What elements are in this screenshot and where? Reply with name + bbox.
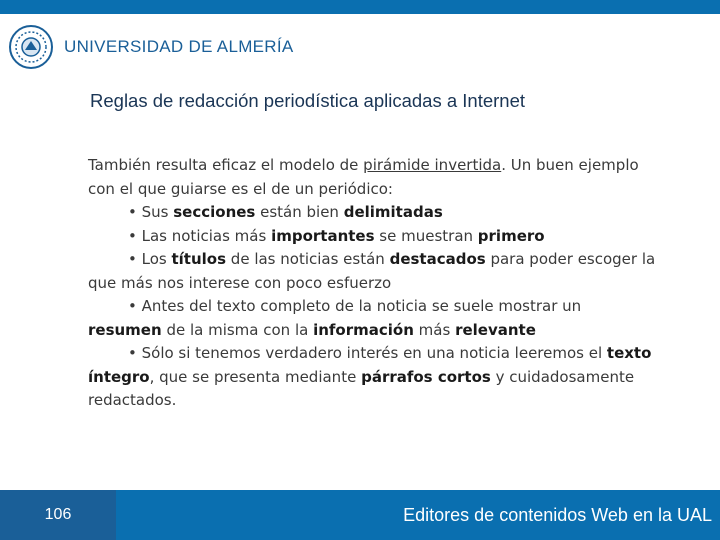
bullet3-bold-d: destacados — [389, 250, 486, 268]
bullet3-text-e: para poder escoger la que más nos interese con poco esfuerzo — [88, 250, 656, 292]
bullet-secciones — [88, 201, 658, 225]
bullet4-bold-d: información — [313, 320, 414, 339]
bullet5-bold-b: texto íntegro — [88, 344, 652, 386]
bullet-importantes — [88, 225, 658, 249]
intro-text-a: También resulta eficaz el modelo de — [88, 156, 364, 174]
bullet2-text-a: • Las noticias más — [128, 226, 272, 245]
piramide-invertida-link[interactable]: pirámide invertida — [363, 156, 502, 174]
bullet4-text-a: • Antes del texto completo de la noticia se suele mostrar un — [128, 297, 582, 315]
university-name: UNIVERSIDAD DE ALMERÍA — [64, 37, 294, 56]
top-bar — [0, 0, 720, 14]
bullet2-bold-d: primero — [477, 226, 545, 245]
university-seal-icon — [8, 24, 54, 70]
bullet1-text-a: • Sus — [128, 203, 174, 221]
bullet-resumen — [88, 295, 658, 342]
bullet5-text-a: • Sólo si tenemos verdadero interés en una noticia leeremos el — [128, 344, 607, 362]
bullet4-text-c: de la misma con la — [161, 320, 314, 339]
bullet2-bold-b: importantes — [271, 226, 375, 245]
bullet1-bold-b: secciones — [173, 203, 256, 221]
bullet3-bold-b: títulos — [171, 250, 227, 268]
bullet-texto-integro — [88, 342, 658, 413]
bullet1-bold-d: delimitadas — [343, 203, 443, 221]
university-logo — [8, 24, 294, 70]
slide-title: Reglas de redacción periodística aplicadas a Internet — [90, 90, 526, 111]
slide-body — [88, 154, 658, 413]
bullet4-text-e: más — [413, 320, 456, 339]
bullet4-bold-f: relevante — [455, 320, 536, 339]
footer-label: Editores de contenidos Web en la UAL — [116, 490, 720, 540]
bullet1-text-c: están bien — [255, 203, 344, 221]
bullet5-bold-d: párrafos cortos — [361, 367, 491, 386]
bullet-titulos — [88, 248, 658, 295]
bullet2-text-c: se muestran — [374, 226, 478, 245]
bullet3-text-a: • Los — [128, 250, 172, 268]
intro-paragraph — [88, 154, 658, 201]
intro-text-b: . Un buen ejemplo con el que guiarse es el de un periódico: — [88, 156, 639, 198]
page-number: 106 — [0, 490, 116, 540]
bullet3-text-c: de las noticias están — [226, 250, 390, 268]
slide-footer — [0, 490, 720, 540]
bullet5-text-c: , que se presenta mediante — [149, 367, 362, 386]
bullet4-bold-b: resumen — [88, 320, 162, 339]
bullet5-text-e: y cuidadosamente redactados. — [88, 367, 635, 409]
